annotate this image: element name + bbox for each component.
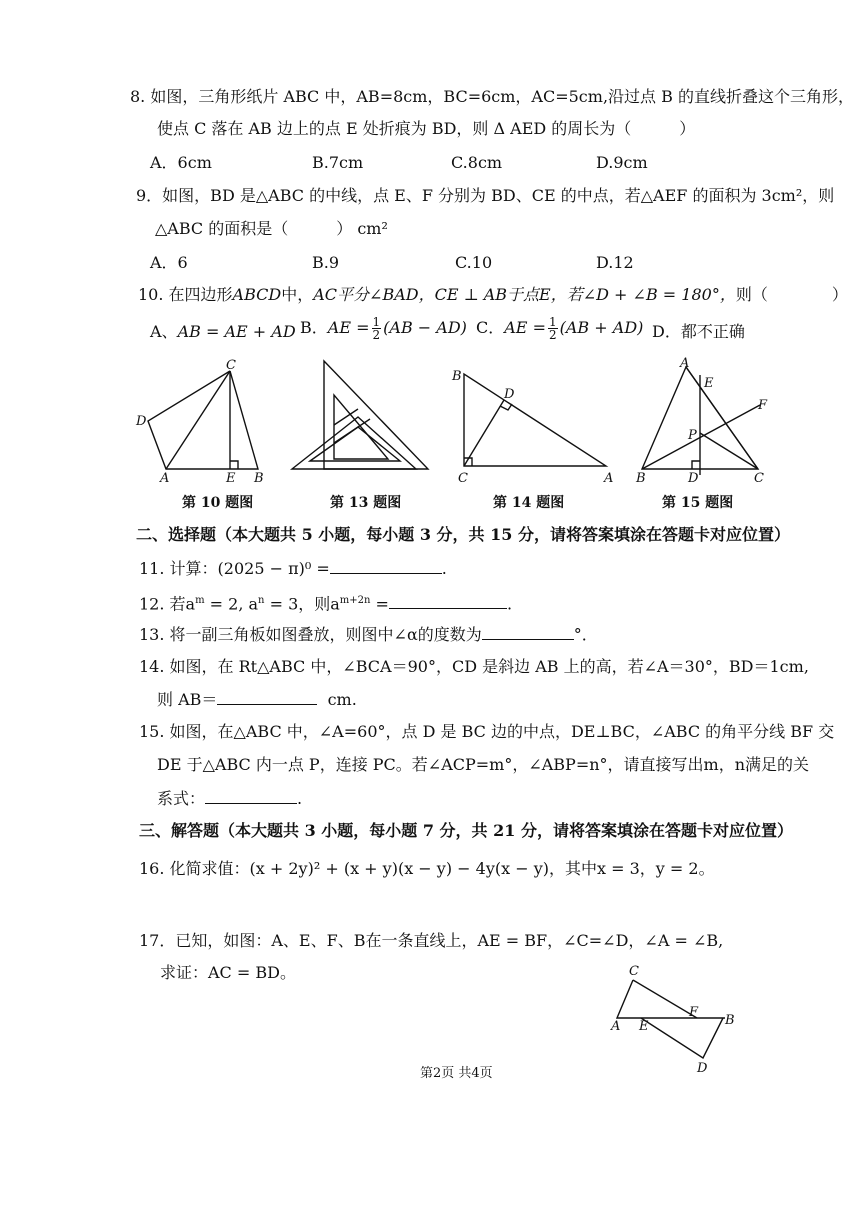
fig17-diagram [605, 960, 755, 1075]
q9-option-b: B.9 [312, 253, 340, 272]
q10-option-a-label: A、 [150, 322, 178, 341]
fraction-denominator: 2 [548, 328, 557, 342]
q9-line2: △ABC 的面积是（ ） cm² [155, 219, 388, 238]
q10-option-c [476, 316, 643, 341]
q12-exp-target: m+2n [339, 595, 371, 606]
q15-line1: 15. 如图，在△ABC 中，∠A=60°，点 D 是 BC 边的中点，DE⊥BC，∠ABC 的角平分线 BF 交 [139, 722, 835, 741]
fig17-label-a: A [611, 1019, 621, 1034]
q15-line3-prefix: 系式： [157, 789, 206, 808]
q10-stem [138, 284, 848, 306]
q13-text: 13. 将一副三角板如图叠放，则图中∠α的度数为 [139, 625, 482, 644]
fig15-label-a: A [680, 356, 690, 371]
q14-line2-prefix: 则 AB＝ [157, 690, 218, 709]
fraction-numerator: 1 [548, 315, 557, 329]
fig14-diagram [450, 360, 620, 485]
fig17-label-c: C [629, 964, 639, 979]
q17-line1: 17．已知，如图：A、E、F、B在一条直线上，AE = BF，∠C=∠D，∠A = ∠B, [139, 931, 724, 950]
fraction-numerator: 1 [372, 315, 381, 329]
q12 [139, 590, 512, 615]
q10-mid: 中， [281, 285, 314, 304]
q10-option-b-right: (AB − AD) [383, 318, 467, 337]
fig14-label-a: A [604, 471, 614, 485]
q8-option-d: D.9cm [596, 153, 648, 172]
q10-option-c-left: AE = [504, 318, 546, 337]
fig15-label-c: C [754, 471, 764, 485]
q11 [139, 557, 447, 580]
q13-answer-blank [482, 623, 574, 640]
q8-option-b: B.7cm [312, 153, 364, 172]
q10-option-b-fraction [372, 316, 382, 341]
q10-tail: 则（ ） [735, 285, 848, 304]
q12-tail: = [370, 594, 389, 614]
q12-prefix: 12. 若a [139, 594, 196, 614]
q9-option-d: D.12 [596, 253, 634, 272]
q8-option-c: C.8cm [451, 153, 503, 172]
q15-line2: DE 于△ABC 内一点 P，连接 PC。若∠ACP=m°，∠ABP=n°，请直接写出m，n满足的关 [157, 755, 810, 774]
q16-text: 16. 化简求值：(x + 2y)² + (x + y)(x − y) − 4y(x − y)，其中x = 3，y = 2。 [139, 859, 715, 878]
q15-line3 [157, 787, 302, 810]
fig15-caption: 第 15 题图 [662, 495, 734, 511]
fig10-label-e: E [226, 471, 236, 485]
fig15-label-d: D [688, 471, 699, 485]
fig10-label-b: B [254, 471, 264, 485]
q15-answer-blank [205, 787, 297, 804]
q13-end: °． [573, 625, 598, 644]
fig15-label-f: F [758, 398, 768, 413]
fig10-diagram [130, 355, 280, 485]
q9-option-a: A．6 [150, 253, 188, 272]
page-footer: 第2页 共4页 [420, 1066, 493, 1081]
fig14-label-c: C [458, 471, 468, 485]
q9-option-c: C.10 [455, 253, 493, 272]
q10-option-b-left: AE = [327, 318, 370, 337]
q12-end: . [506, 594, 513, 614]
q13 [139, 623, 598, 646]
fig17-label-e: E [639, 1019, 649, 1034]
q15-line3-end: . [297, 789, 303, 808]
fig15-label-e: E [704, 376, 714, 391]
fig15-label-b: B [636, 471, 646, 485]
fraction-denominator: 2 [372, 328, 381, 342]
q10-option-a [150, 321, 296, 343]
q10-stem-prefix: 10. 在四边形 [138, 285, 233, 304]
q12-exp-n: n [258, 595, 265, 606]
q12-mid1: = 2, a [204, 594, 259, 614]
q10-option-c-label: C． [476, 318, 505, 337]
q11-text: 11. 计算：(2025 − π)⁰ = [139, 559, 330, 578]
q8-line1: 8. 如图，三角形纸片 ABC 中，AB=8cm，BC=6cm，AC=5cm,沿过点 B 的直线折叠这个三角形， [130, 87, 854, 106]
fig10-label-a: A [160, 471, 170, 485]
q11-end: . [441, 559, 447, 578]
section-3-title: 三、解答题（本大题共 3 小题，每小题 7 分，共 21 分，请将答案填涂在答题卡对应位置） [139, 821, 793, 840]
fig17-label-f: F [689, 1005, 699, 1020]
q10-condition: AC平分∠BAD，CE ⊥ AB于点E，若∠D + ∠B = 180°， [313, 285, 736, 304]
fig10-label-c: C [226, 358, 236, 373]
q14-line2 [157, 688, 357, 711]
q10-option-c-fraction [548, 316, 558, 341]
fig17-label-b: B [725, 1013, 735, 1028]
fig14-label-d: D [504, 387, 515, 402]
fig10-caption: 第 10 题图 [182, 495, 254, 511]
q12-exp-m: m [195, 595, 205, 606]
q8-line2: 使点 C 落在 AB 边上的点 E 处折痕为 BD，则 Δ AED 的周长为（ ） [157, 119, 696, 138]
fig14-label-b: B [452, 369, 462, 384]
fig13-caption: 第 13 题图 [330, 495, 402, 511]
q14-answer-blank [217, 688, 317, 705]
q10-option-b-label: B． [300, 318, 328, 337]
q17-line2: 求证：AC = BD。 [160, 963, 296, 982]
fig13-diagram [288, 355, 433, 475]
fig15-label-p: P [688, 428, 697, 443]
q11-answer-blank [330, 557, 442, 574]
q10-quad: ABCD [232, 285, 282, 304]
q14-line1: 14. 如图，在 Rt△ABC 中，∠BCA＝90°，CD 是斜边 AB 上的高，若∠A＝30°，BD＝1cm, [139, 657, 809, 676]
fig10-label-d: D [136, 414, 147, 429]
q10-option-b [300, 316, 467, 341]
q12-answer-blank [389, 592, 507, 609]
q14-line2-end: cm. [327, 690, 357, 709]
fig15-diagram [632, 355, 782, 485]
section-2-title: 二、选择题（本大题共 5 小题，每小题 3 分，共 15 分，请将答案填涂在答题卡对应位置） [136, 525, 790, 544]
q10-option-a-text: AB = AE + AD [177, 322, 296, 341]
fig17-label-d: D [697, 1061, 708, 1075]
q9-line1: 9．如图，BD 是△ABC 的中线，点 E、F 分别为 BD、CE 的中点，若△AEF 的面积为 3cm²，则 [136, 186, 835, 205]
fig14-caption: 第 14 题图 [493, 495, 565, 511]
q12-mid2: = 3，则a [264, 594, 340, 614]
q8-option-a: A．6cm [150, 153, 212, 172]
q10-option-d: D．都不正确 [652, 322, 745, 341]
q10-option-c-right: (AB + AD) [559, 318, 644, 337]
